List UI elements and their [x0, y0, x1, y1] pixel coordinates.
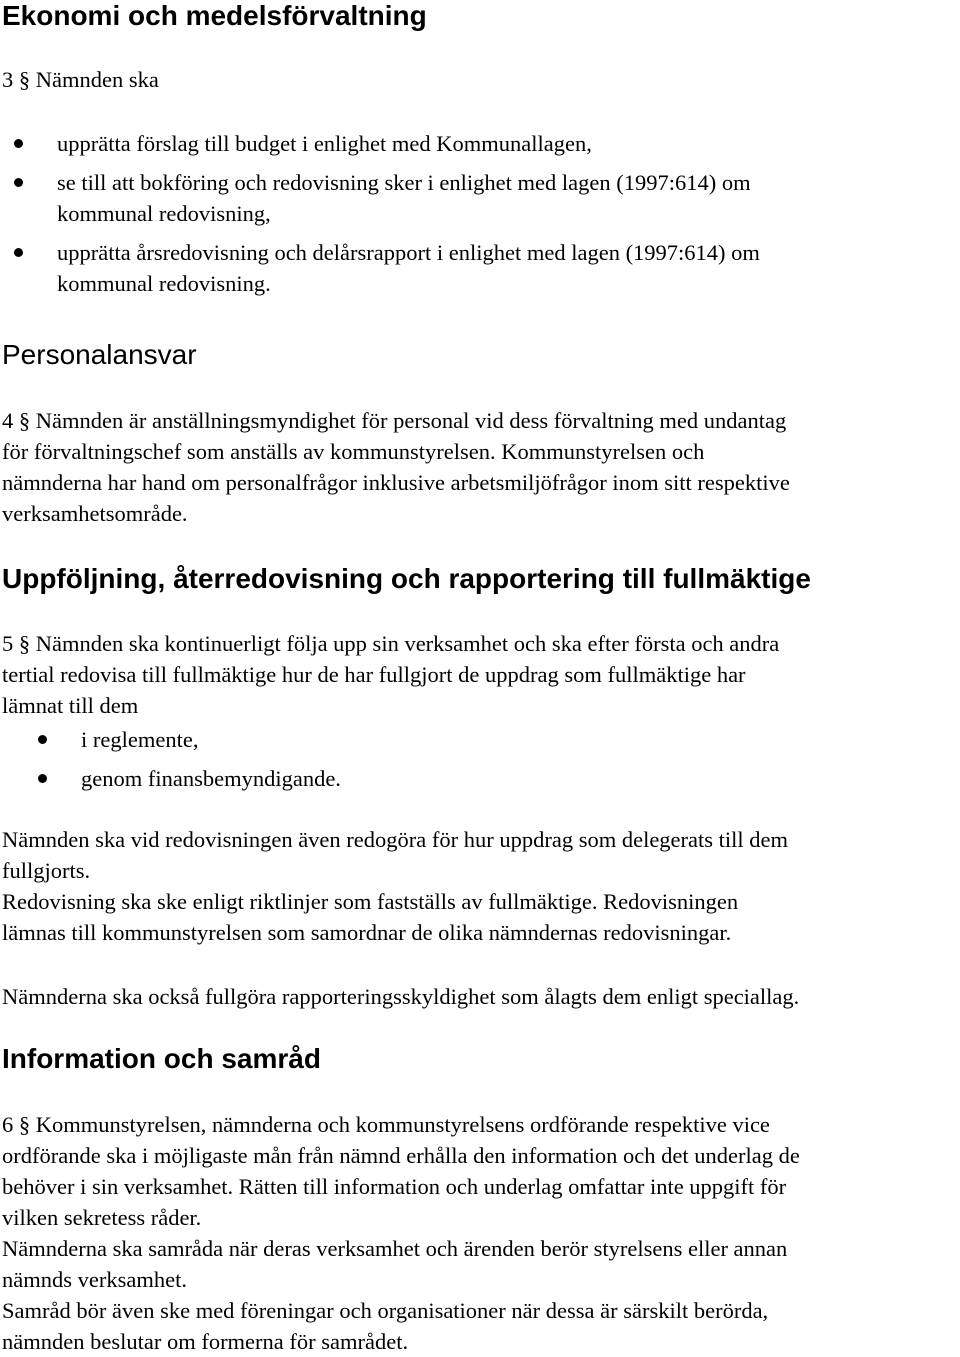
list-item: [14, 128, 954, 159]
text-line: 6 § Kommunstyrelsen, nämnderna och kommunstyrelsens ordförande respektive vice: [2, 1112, 770, 1137]
text-line: Nämnderna ska samråda när deras verksamhet och ärenden berör styrelsens eller annan: [2, 1236, 788, 1261]
text-line: nämnden beslutar om formerna för samrådet.: [2, 1329, 409, 1354]
bullet-icon: [14, 139, 23, 148]
text-line: tertial redovisa till fullmäktige hur de har fullgjort de uppdrag som fullmäktige har: [2, 662, 746, 687]
heading-ekonomi: Ekonomi och medelsförvaltning: [2, 0, 427, 31]
paragraph-3-intro: [2, 64, 960, 95]
list-item-text: upprätta årsredovisning och delårsrapport i enlighet med lagen (1997:614) om: [57, 240, 760, 265]
text-line: behöver i sin verksamhet. Rätten till information och underlag omfattar inte uppgift för: [2, 1174, 787, 1199]
text-line: nämnds verksamhet.: [2, 1267, 187, 1292]
list-item-text: upprätta förslag till budget i enlighet med Kommunallagen,: [57, 131, 592, 156]
list-item-text: se till att bokföring och redovisning sker i enlighet med lagen (1997:614) om: [57, 170, 751, 195]
heading-personalansvar: Personalansvar: [2, 339, 197, 370]
text-line: nämnderna har hand om personalfrågor inklusive arbetsmiljöfrågor inom sitt respektive: [2, 470, 790, 495]
paragraph-6: [2, 1109, 960, 1357]
bullet-icon: [14, 178, 23, 187]
list-item: [38, 724, 938, 755]
bullet-icon: [38, 735, 47, 744]
text-line: 3 § Nämnden ska: [2, 67, 159, 92]
text-line: Nämnderna ska också fullgöra rapporteringsskyldighet som ålagts dem enligt speciallag.: [2, 984, 800, 1009]
text-line: 5 § Nämnden ska kontinuerligt följa upp sin verksamhet och ska efter första och andra: [2, 631, 780, 656]
list-item-text: kommunal redovisning,: [57, 201, 271, 226]
text-line: fullgjorts.: [2, 858, 91, 883]
text-line: Samråd bör även ske med föreningar och organisationer när dessa är särskilt berörda,: [2, 1298, 769, 1323]
text-line: ordförande ska i möjligaste mån från nämnd erhålla den information och det underlag de: [2, 1143, 800, 1168]
list-item: [14, 237, 954, 299]
paragraph-5-redovisning: [2, 824, 960, 948]
bullet-icon: [14, 248, 23, 257]
list-item-text: i reglemente,: [81, 727, 199, 752]
paragraph-5: [2, 628, 960, 721]
list-uppfoljning: [38, 724, 938, 794]
heading-information: Information och samråd: [2, 1043, 321, 1074]
paragraph-5-speciallag: [2, 981, 960, 1012]
text-line: för förvaltningschef som anställs av kommunstyrelsen. Kommunstyrelsen och: [2, 439, 705, 464]
text-line: Redovisning ska ske enligt riktlinjer som fastställs av fullmäktige. Redovisningen: [2, 889, 739, 914]
text-line: lämnat till dem: [2, 693, 139, 718]
list-item: [14, 167, 954, 229]
text-line: 4 § Nämnden är anställningsmyndighet för personal vid dess förvaltning med undantag: [2, 408, 787, 433]
paragraph-4: [2, 405, 960, 529]
text-line: Nämnden ska vid redovisningen även redogöra för hur uppdrag som delegerats till dem: [2, 827, 789, 852]
text-line: vilken sekretess råder.: [2, 1205, 202, 1230]
heading-uppfoljning: Uppföljning, återredovisning och rapportering till fullmäktige: [2, 563, 811, 594]
text-line: lämnas till kommunstyrelsen som samordnar de olika nämndernas redovisningar.: [2, 920, 732, 945]
bullet-icon: [38, 774, 47, 783]
list-item-text: genom finansbemyndigande.: [81, 766, 341, 791]
list-item-text: kommunal redovisning.: [57, 271, 271, 296]
list-item: [38, 763, 938, 794]
list-ekonomi: [14, 128, 954, 299]
text-line: verksamhetsområde.: [2, 501, 188, 526]
